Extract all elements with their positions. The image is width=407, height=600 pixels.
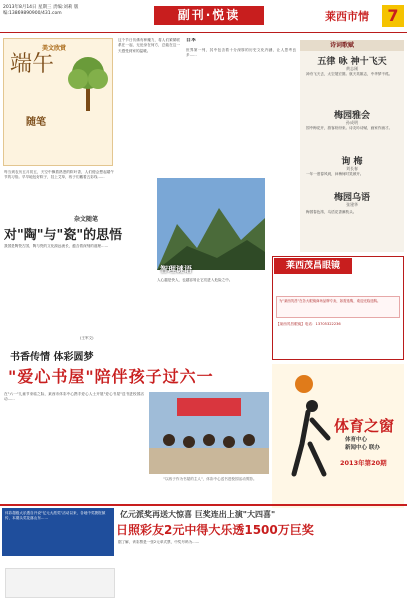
book-photo-caption: "以孩子作为书屋的主人"，体彩中心送书进校园活动剪影。 [163,477,257,481]
ad-title: 莱西茂昌眼镜 [274,258,352,274]
suibi-article [3,38,113,166]
sport-sub1: 体育中心 [345,437,368,443]
photo-label: 智理谜语 [160,265,192,274]
section-name: 莱西市情 [325,10,369,23]
zaweng-tag: 杂文随笔 [74,216,99,223]
poem1-author: 黄志刚 [346,66,358,71]
poem1-text: 神舟飞天去，太空展宏图。航天英雄志，中华梦不孤。 [306,72,393,76]
poem4-text: 梅园春色浓，乌语花香满枝头。 [306,210,357,214]
lottery-sidebar: 体彩超级大乐透自开设"亿元大派奖"活动以来，各地中奖捷报频传，本期头奖花落山东…… [2,508,114,556]
mountain-photo [157,178,265,270]
suibi-caption: 随笔 [26,117,46,128]
ad-notice: 为"莱西茂昌"在各大眼镜商场品牌专卖，如需选购，欢迎光临选购。 [276,296,400,318]
mid-photo [157,178,265,270]
sport-panel [272,364,404,508]
basketball-silhouette [272,364,404,508]
poem3-author: 刘长春 [346,166,358,171]
mid-heading: 日本 [186,38,197,43]
masthead-info: 2013年8月14日 星期三 责编:刘莉 版编:13869890900/431.com [3,5,79,16]
poem3-title: 询 梅 [341,157,363,167]
book-body: 在"六一"儿童节来临之际，莱西市体彩中心携手爱心人士开展"爱心书屋"送书进校园活动…… [4,392,144,402]
book-photo [149,392,269,474]
lottery-body: 据了解，该彩票是一张2元单式票，中奖号码为…… [118,540,200,544]
poem4-title: 梅园乌语 [333,193,370,203]
lottery-subtitle: 亿元派奖再送大惊喜 巨奖连出上演"大四喜" [120,510,276,519]
zaweng-body: 我国是陶瓷古国，陶与瓷的文化源远流长，蕴含着深刻的道理…… [4,244,109,248]
poem-band: 诗词歌赋 [300,40,404,51]
sport-sub2: 新闻中心 联办 [345,445,380,451]
lottery-figure [5,568,115,598]
zaweng-author: (王军文) [80,336,94,340]
book-main-title: "爱心书屋"陪伴孩子过六一 [8,367,214,386]
group-photo [149,392,269,474]
zaweng-title: 对"陶"与"瓷"的思悟 [4,228,123,243]
poem1-title: 五律 咏 神十飞天 [317,57,387,67]
suibi-tag: 美文欣赏 [42,45,67,52]
lottery-title: 日照彩友2元中得大乐透1500万巨奖 [116,523,314,537]
poem2-title: 梅园雅会 [333,111,370,121]
poem2-author: 孙成明 [346,120,358,125]
sport-week: 2013年第20期 [340,459,387,467]
poem3-text: 一年一度春风到，问梅何时笑颜开。 [306,172,364,176]
ad-footer: 【莱西茂昌眼镜】电话：13705322236 [276,322,341,326]
poem4-author: 张建华 [346,202,358,207]
photo-caption: 人心越是快人，也越容易让它们进入危险之中。 [157,278,233,282]
col2-body: 这个节日仿佛有种魔力，将人们紧紧联系在一起，无论身在何方，总能在这一天感受到家的温暖。 [118,38,180,53]
sport-title: 体育之窗 [334,417,395,435]
section-title: 副刊·悦读 [154,6,264,25]
page-number: 7 [382,5,404,27]
tree-illustration [66,53,110,111]
suibi-title-chars: 端午 [10,52,55,77]
mid-body: 世界第一列，其中包含着十分深厚的历史文化内涵，让人思考良多…… [186,48,296,58]
suibi-body: 每当到农历五月初五，天空中飘着熟悉的粽叶香，人们便会想起端午节的习俗。早早地包好粽子，挂上艾草，孩子们戴着五彩线…… [4,170,114,180]
book-title: 书香传情 体彩圆梦 [10,352,94,363]
poem2-text: 园中梅花开，游客纷纷来。诗友吟诗赋，画家作画才。 [306,126,393,130]
masthead [0,0,407,33]
